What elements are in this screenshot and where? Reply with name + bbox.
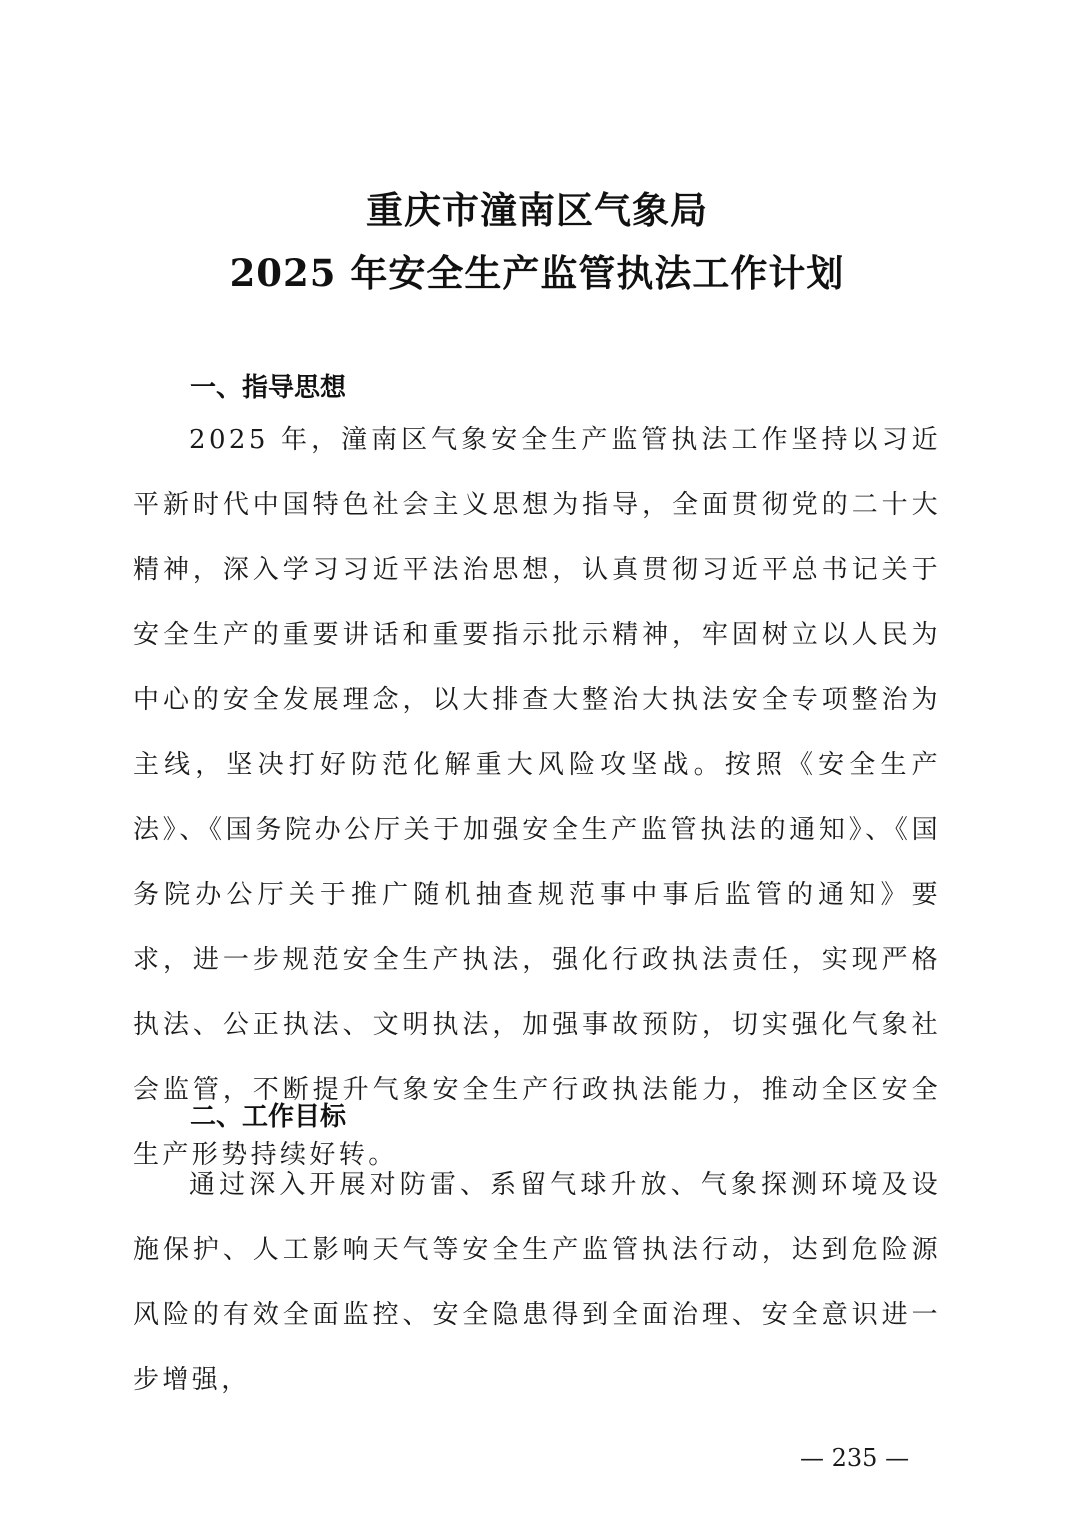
- section-heading-guiding-ideology: 一、指导思想: [190, 373, 347, 403]
- section-heading-work-goals: 二、工作目标: [190, 1102, 347, 1132]
- document-title-line-1: 重庆市潼南区气象局: [366, 188, 708, 232]
- section-paragraph-guiding-ideology: 2025 年，潼南区气象安全生产监管执法工作坚持以习近平新时代中国特色社会主义思想为指导，全面贯彻党的二十大精神，深入学习习近平法治思想，认真贯彻习近平总书记关于安全生产的重要讲话和重要指示批示精神，牢固树立以人民为中心的安全发展理念，以大排查大整治大执法安全专项整治为主线，坚决打好防范化解重大风险攻坚战。按照《安全生产法》、《国务院办公厅关于加强安全生产监管执法的通知》、《国务院办公厅关于推广随机抽查规范事中事后监管的通知》要求，进一步规范安全生产执法，强化行政执法责任，实现严格执法、公正执法、文明执法，加强事故预防，切实强化气象社会监管，不断提升气象安全生产行政执法能力，推动全区安全生产形势持续好转。: [133, 425, 941, 1170]
- section-paragraph-work-goals: 通过深入开展对防雷、系留气球升放、气象探测环境及设施保护、人工影响天气等安全生产监管执法行动，达到危险源风险的有效全面监控、安全隐患得到全面治理、安全意识进一步增强，: [133, 1170, 941, 1395]
- page-number: — 235 —: [800, 1444, 910, 1472]
- document-title-line-2: 2025 年安全生产监管执法工作计划: [229, 251, 845, 295]
